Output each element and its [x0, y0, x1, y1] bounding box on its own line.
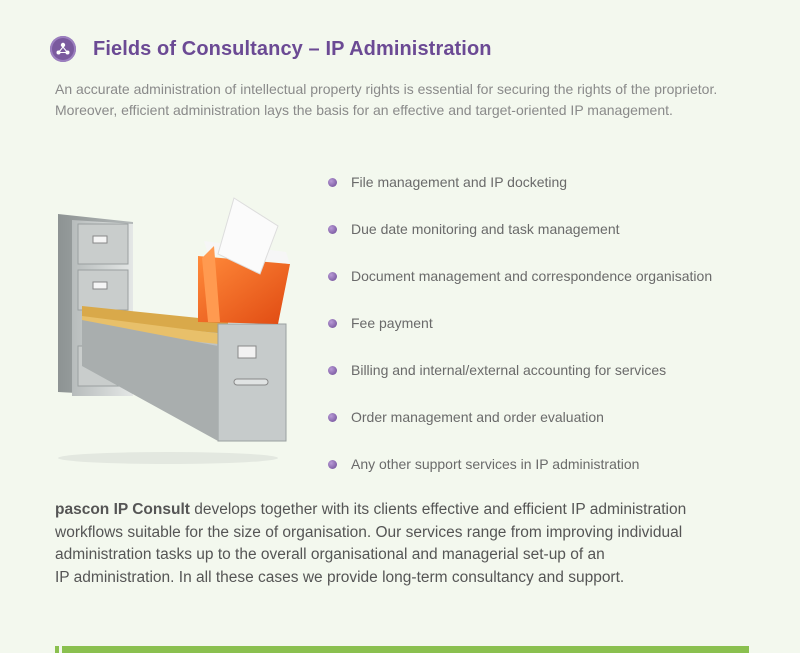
- bottom-divider: [62, 646, 749, 653]
- brand-name: pascon IP Consult: [55, 501, 190, 518]
- list-item: [328, 311, 712, 358]
- bullet-icon: [328, 272, 337, 281]
- services-list: [328, 170, 712, 499]
- page-title: Fields of Consultancy – IP Administration: [93, 37, 492, 60]
- list-item-label: Billing and internal/external accounting for services: [351, 362, 667, 378]
- summary-line: administration tasks up to the overall organisational and managerial set-up of an: [55, 546, 605, 563]
- list-item: [328, 264, 712, 311]
- bullet-icon: [328, 225, 337, 234]
- bullet-icon: [328, 178, 337, 187]
- intro-line: An accurate administration of intellectual property rights is essential for securing the rights of the proprietor.: [55, 81, 718, 97]
- bullet-icon: [328, 413, 337, 422]
- summary-line: [55, 499, 755, 522]
- list-item-label: Due date monitoring and task management: [351, 221, 620, 237]
- people-network-icon: [50, 36, 76, 62]
- list-item-label: Any other support services in IP administration: [351, 456, 640, 472]
- list-item: [328, 217, 712, 264]
- list-item: [328, 170, 712, 217]
- bullet-icon: [328, 460, 337, 469]
- page-header: [50, 36, 492, 62]
- summary-line: IP administration. In all these cases we provide long-term consultancy and support.: [55, 568, 625, 586]
- bullet-icon: [328, 366, 337, 375]
- divider-accent: [55, 646, 59, 653]
- list-item-label: Fee payment: [351, 315, 433, 331]
- bullet-icon: [328, 319, 337, 328]
- list-item: [328, 452, 712, 499]
- summary-text: [55, 499, 755, 589]
- list-item-label: Document management and correspondence organisation: [351, 268, 713, 284]
- intro-line: Moreover, efficient administration lays the basis for an effective and target-oriented IP management.: [55, 102, 673, 118]
- intro-text: [55, 79, 755, 121]
- summary-line-rest: develops together with its clients effective and efficient IP administration: [189, 501, 687, 518]
- summary-line: workflows suitable for the size of organisation. Our services range from improving individual: [55, 523, 683, 541]
- list-item: [328, 358, 712, 405]
- filing-cabinet-icon: [38, 196, 308, 466]
- list-item-label: Order management and order evaluation: [351, 409, 604, 425]
- list-item-label: File management and IP docketing: [351, 174, 568, 190]
- list-item: [328, 405, 712, 452]
